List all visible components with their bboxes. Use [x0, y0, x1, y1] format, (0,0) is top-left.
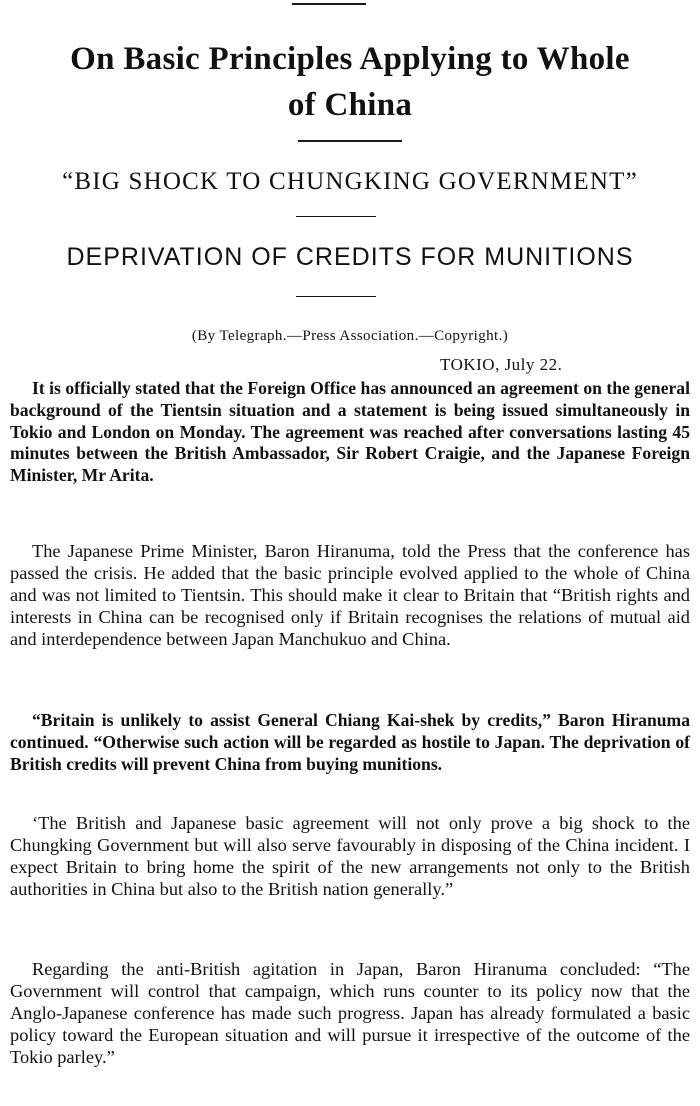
paragraph-2-text: The Japanese Prime Minister, Baron Hiranuma, told the Press that the conference has passed the crisis. He added that the basic principle evolved applied to the whole of China and was not limited to Tientsin. This should make it clear to Britain that “British rights and interests in China can be recognised only if Britain recognises the relations of mutual aid and interdependence between Japan Manchukuo and China. — [10, 541, 690, 650]
paragraph-5 — [10, 958, 690, 1068]
paragraph-5-text: Regarding the anti-British agitation in Japan, Baron Hiranuma concluded: “The Government will control that campaign, which runs counter to its policy now that the Anglo-Japanese conference has made such progress. Japan has already formulated a basic policy toward the European situation and will pursue it irrespective of the outcome of the Tokio parley.” — [10, 959, 690, 1068]
headline-line-2: of China — [287, 87, 413, 123]
paragraph-4-text: ‘The British and Japanese basic agreement will not only prove a big shock to the Chungking Government but will also serve favourably in disposing of the China incident. I expect Britain to bring home the spirit of the new arrangements not only to the British authorities in China but also to the British nation generally.” — [10, 813, 690, 900]
top-rule — [292, 3, 366, 5]
paragraph-1-text: It is officially stated that the Foreign Office has announced an agreement on the general background of the Tientsin situation and a statement is being issued simultaneously in Tokio and London on Monday. The agreement was reached after conversations lasting 45 minutes between the British Ambassador, Sir Robert Craigie, and the Japanese Foreign Minister, Mr Arita. — [10, 378, 690, 486]
subheadline-divider — [296, 216, 376, 217]
paragraph-3-text: “Britain is unlikely to assist General Chiang Kai-shek by credits,” Baron Hiranuma continued. “Otherwise such action will be regarded as hostile to Japan. The deprivation of British credits will prevent China from buying munitions. — [10, 710, 690, 774]
headline-divider — [298, 140, 402, 142]
paragraph-4 — [10, 812, 690, 900]
paragraph-3 — [10, 710, 690, 775]
paragraph-2 — [10, 540, 690, 650]
subheadline-2: DEPRIVATION OF CREDITS FOR MUNITIONS — [66, 243, 634, 271]
section-divider — [296, 296, 376, 297]
wire-credit: (By Telegraph.—Press Association.—Copyright.) — [191, 328, 509, 344]
subheadline: “BIG SHOCK TO CHUNGKING GOVERNMENT” — [62, 168, 638, 195]
paragraph-1 — [10, 378, 690, 487]
headline-line-1: On Basic Principles Applying to Whole — [70, 41, 630, 77]
dateline: TOKIO, July 22. — [440, 355, 563, 374]
